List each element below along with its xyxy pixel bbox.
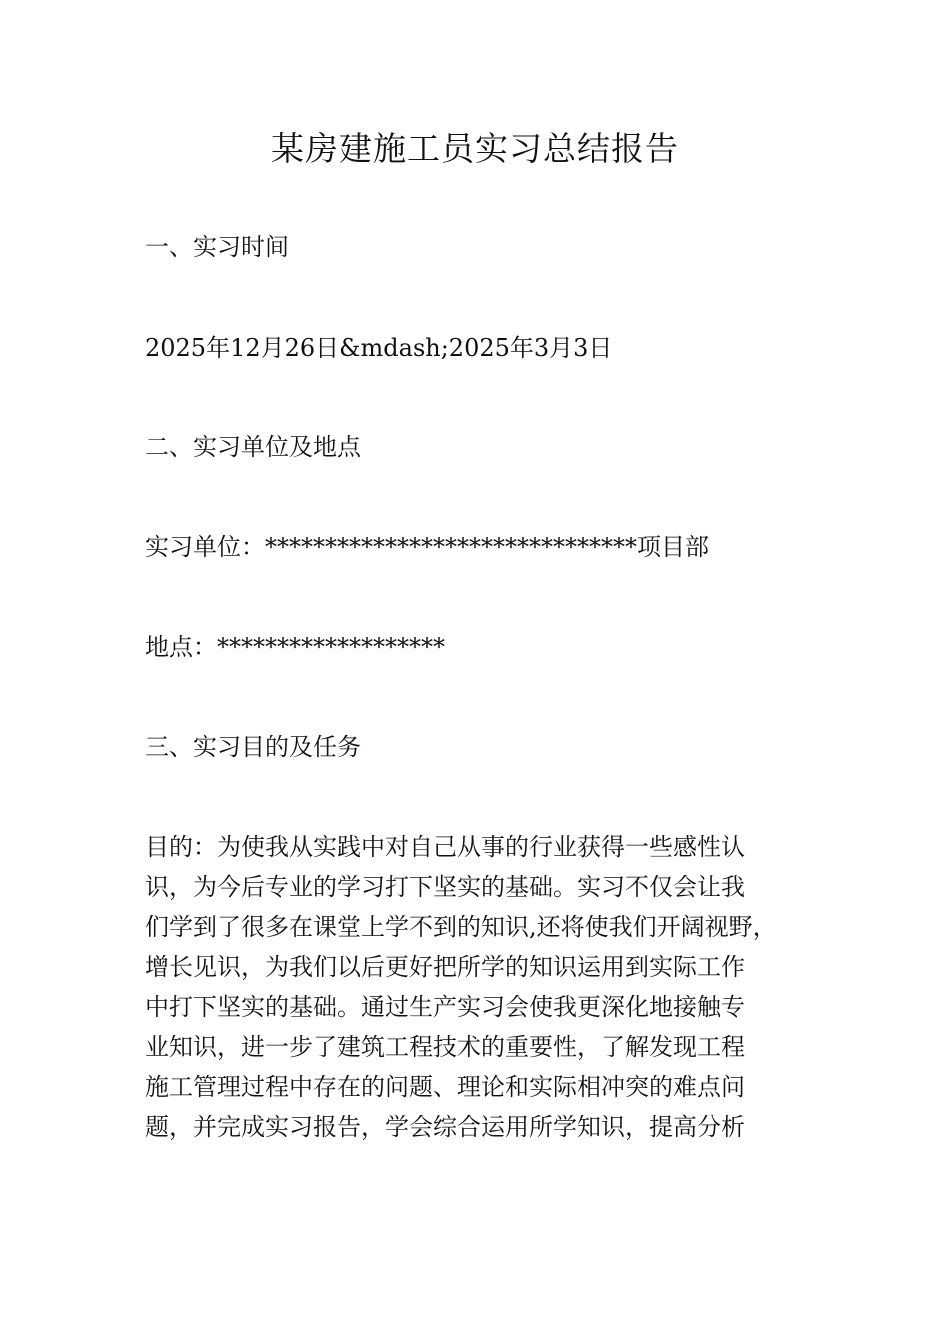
- paragraph-line: 施工管理过程中存在的问题、理论和实际相冲突的难点问: [145, 1073, 745, 1101]
- section-heading-time: 一、实习时间: [145, 233, 289, 261]
- paragraph-line: 们学到了很多在课堂上学不到的知识,还将使我们开阔视野，: [145, 913, 777, 941]
- purpose-paragraph: [145, 827, 810, 1147]
- document-title: 某房建施工员实习总结报告: [271, 129, 679, 168]
- internship-location: 地点：*******************: [145, 633, 445, 661]
- section-heading-purpose: 三、实习目的及任务: [145, 733, 361, 761]
- paragraph-line: 中打下坚实的基础。通过生产实习会使我更深化地接触专: [145, 993, 745, 1021]
- paragraph-line: 业知识，进一步了建筑工程技术的重要性，了解发现工程: [145, 1033, 745, 1061]
- paragraph-line: 题，并完成实习报告，学会综合运用所学知识，提高分析: [145, 1113, 745, 1141]
- section-heading-unit-location: 二、实习单位及地点: [145, 433, 361, 461]
- paragraph-line: 识，为今后专业的学习打下坚实的基础。实习不仅会让我: [145, 873, 745, 901]
- paragraph-line: 增长见识，为我们以后更好把所学的知识运用到实际工作: [145, 953, 745, 981]
- internship-unit: 实习单位：*******************************项目部: [145, 533, 709, 561]
- internship-period: 2025年12月26日&mdash;2025年3月3日: [145, 334, 613, 362]
- paragraph-line: 目的：为使我从实践中对自己从事的行业获得一些感性认: [145, 833, 745, 861]
